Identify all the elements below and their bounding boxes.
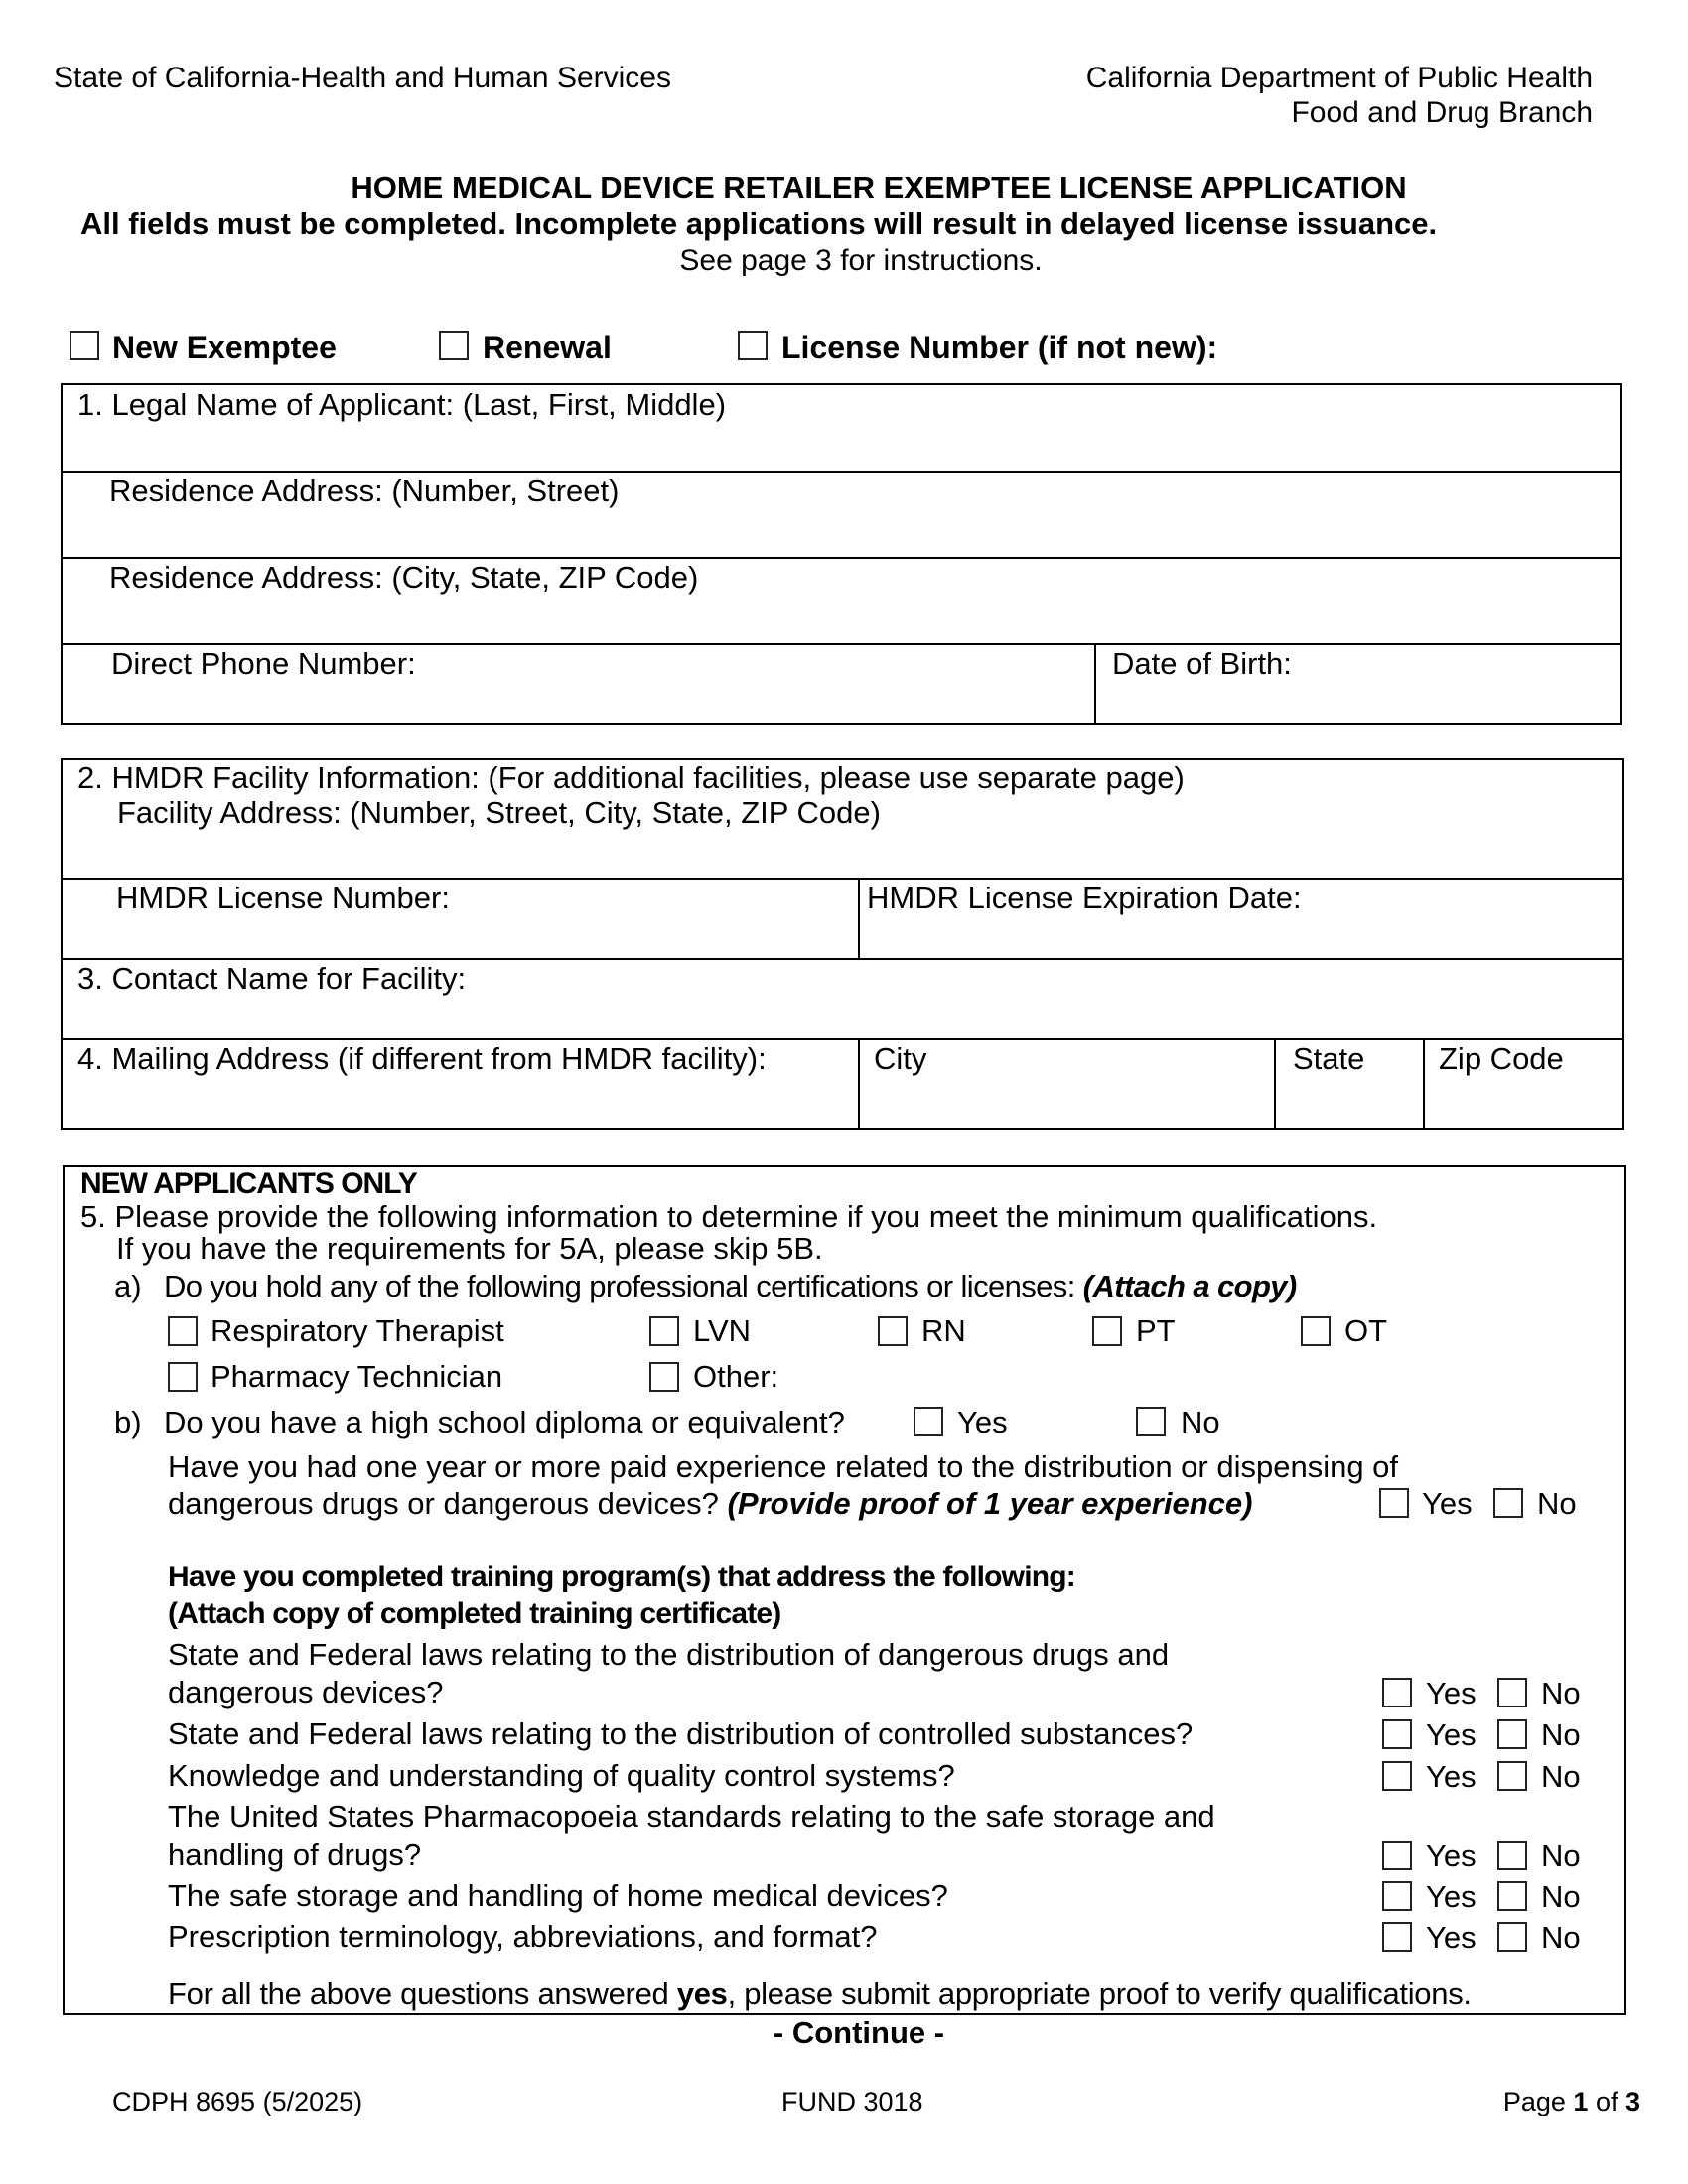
training-q6-yes-checkbox[interactable]: [1382, 1922, 1412, 1952]
training-q4: The United States Pharmacopoeia standards relating to the safe storage and: [168, 1799, 1215, 1834]
ot-label: OT: [1344, 1313, 1388, 1348]
divider: [858, 878, 860, 958]
header-agency: State of California-Health and Human Services: [54, 62, 671, 94]
other-checkbox[interactable]: [649, 1362, 679, 1392]
attach-copy-note: (Attach a copy): [1082, 1269, 1297, 1303]
training-q1-yes-checkbox[interactable]: [1382, 1678, 1412, 1707]
diploma-no-checkbox[interactable]: [1136, 1407, 1166, 1436]
other-label: Other:: [693, 1359, 779, 1394]
diploma-yes-label: Yes: [957, 1405, 1008, 1439]
training-q4-yes-label: Yes: [1426, 1839, 1477, 1873]
divider: [61, 958, 1624, 960]
pharmacy-technician-checkbox[interactable]: [168, 1362, 198, 1392]
divider: [1094, 643, 1096, 725]
question-b-marker: b): [114, 1405, 142, 1439]
header-department: California Department of Public Health: [1085, 62, 1593, 94]
pharmacy-technician-label: Pharmacy Technician: [211, 1359, 503, 1394]
state-label: State: [1293, 1041, 1365, 1076]
divider: [61, 878, 1624, 880]
experience-question-cont: dangerous drugs or dangerous devices? (Provide proof of 1 year experience): [168, 1486, 1253, 1521]
facility-address-label: Facility Address: (Number, Street, City, State, ZIP Code): [117, 795, 881, 830]
rn-label: RN: [921, 1313, 966, 1348]
pt-label: PT: [1136, 1313, 1176, 1348]
mailing-address-label: 4. Mailing Address (if different from HMDR facility):: [77, 1041, 767, 1076]
form-title: HOME MEDICAL DEVICE RETAILER EXEMPTEE LICENSE APPLICATION: [351, 170, 1407, 205]
zip-code-label: Zip Code: [1439, 1041, 1564, 1076]
ot-checkbox[interactable]: [1301, 1316, 1331, 1346]
form-number: CDPH 8695 (5/2025): [112, 2087, 363, 2116]
training-q3-no-checkbox[interactable]: [1497, 1761, 1527, 1791]
city-label: City: [874, 1041, 927, 1076]
renewal-label: Renewal: [483, 330, 612, 365]
page-number: Page 1 of 3: [1502, 2087, 1640, 2116]
section-5-skip-note: If you have the requirements for 5A, please skip 5B.: [116, 1231, 823, 1266]
license-number-checkbox[interactable]: [738, 331, 768, 360]
training-q1-no-checkbox[interactable]: [1497, 1678, 1527, 1707]
training-q1-cont: dangerous devices?: [168, 1675, 444, 1709]
header-branch: Food and Drug Branch: [1291, 96, 1593, 129]
experience-yes-label: Yes: [1422, 1486, 1473, 1521]
training-q2-yes-label: Yes: [1426, 1717, 1477, 1752]
training-q3: Knowledge and understanding of quality control systems?: [168, 1758, 955, 1793]
diploma-question: Do you have a high school diploma or equivalent?: [164, 1405, 845, 1439]
training-q2-no-label: No: [1541, 1717, 1581, 1752]
divider: [858, 1038, 860, 1130]
contact-name-label: 3. Contact Name for Facility:: [77, 961, 467, 996]
training-q5: The safe storage and handling of home medical devices?: [168, 1878, 948, 1913]
question-a-marker: a): [114, 1269, 142, 1303]
renewal-checkbox[interactable]: [439, 331, 469, 360]
training-q2: State and Federal laws relating to the distribution of controlled substances?: [168, 1716, 1194, 1751]
experience-yes-checkbox[interactable]: [1379, 1488, 1409, 1518]
divider: [1423, 1038, 1425, 1130]
phone-label: Direct Phone Number:: [111, 646, 416, 681]
facility-info-label: 2. HMDR Facility Information: (For additional facilities, please use separate page): [77, 760, 1185, 795]
training-q4-no-checkbox[interactable]: [1497, 1841, 1527, 1870]
experience-proof-note: (Provide proof of 1 year experience): [727, 1486, 1253, 1521]
training-q2-yes-checkbox[interactable]: [1382, 1719, 1412, 1749]
hmdr-license-number-label: HMDR License Number:: [116, 881, 450, 915]
qualification-proof-note: For all the above questions answered yes, please submit appropriate proof to verify qualifications.: [168, 1977, 1472, 2011]
training-q6-no-label: No: [1541, 1920, 1581, 1955]
experience-no-label: No: [1537, 1486, 1577, 1521]
training-q2-no-checkbox[interactable]: [1497, 1719, 1527, 1749]
lvn-checkbox[interactable]: [649, 1316, 679, 1346]
hmdr-license-expiration-label: HMDR License Expiration Date:: [867, 881, 1302, 915]
training-q6: Prescription terminology, abbreviations, and format?: [168, 1919, 878, 1954]
new-exemptee-checkbox[interactable]: [70, 331, 99, 360]
section-5-intro: 5. Please provide the following information to determine if you meet the minimum qualifications.: [80, 1199, 1378, 1234]
training-q5-yes-label: Yes: [1426, 1879, 1477, 1914]
training-q5-no-label: No: [1541, 1879, 1581, 1914]
lvn-label: LVN: [693, 1313, 752, 1348]
date-of-birth-label: Date of Birth:: [1112, 646, 1292, 681]
training-q1-no-label: No: [1541, 1676, 1581, 1710]
continue-indicator: - Continue -: [773, 2015, 945, 2050]
pt-checkbox[interactable]: [1092, 1316, 1122, 1346]
divider: [61, 1038, 1624, 1040]
training-q1-yes-label: Yes: [1426, 1676, 1477, 1710]
diploma-no-label: No: [1181, 1405, 1220, 1439]
respiratory-therapist-label: Respiratory Therapist: [211, 1313, 504, 1348]
divider: [61, 557, 1622, 559]
training-q4-cont: handling of drugs?: [168, 1838, 422, 1872]
diploma-yes-checkbox[interactable]: [914, 1407, 943, 1436]
experience-question: Have you had one year or more paid experience related to the distribution or dispensing of: [168, 1449, 1399, 1484]
training-q3-yes-checkbox[interactable]: [1382, 1761, 1412, 1791]
completion-warning: All fields must be completed. Incomplete applications will result in delayed license issuance.: [80, 206, 1438, 241]
training-q5-no-checkbox[interactable]: [1497, 1881, 1527, 1911]
license-number-label: License Number (if not new):: [781, 330, 1218, 365]
residence-city-label: Residence Address: (City, State, ZIP Code): [109, 560, 699, 595]
instructions-note: See page 3 for instructions.: [679, 244, 1043, 277]
legal-name-label: 1. Legal Name of Applicant: (Last, First, Middle): [77, 387, 727, 422]
training-q3-yes-label: Yes: [1426, 1759, 1477, 1794]
residence-street-label: Residence Address: (Number, Street): [109, 474, 620, 508]
training-q4-yes-checkbox[interactable]: [1382, 1841, 1412, 1870]
training-q3-no-label: No: [1541, 1759, 1581, 1794]
new-applicants-heading: NEW APPLICANTS ONLY: [80, 1167, 417, 1200]
training-q1: State and Federal laws relating to the distribution of dangerous drugs and: [168, 1637, 1170, 1672]
respiratory-therapist-checkbox[interactable]: [168, 1316, 198, 1346]
training-q6-no-checkbox[interactable]: [1497, 1922, 1527, 1952]
experience-no-checkbox[interactable]: [1493, 1488, 1523, 1518]
training-q5-yes-checkbox[interactable]: [1382, 1881, 1412, 1911]
rn-checkbox[interactable]: [878, 1316, 908, 1346]
training-q6-yes-label: Yes: [1426, 1920, 1477, 1955]
divider: [61, 643, 1622, 645]
training-heading: Have you completed training program(s) that address the following:: [168, 1561, 1075, 1593]
training-attach-note: (Attach copy of completed training certificate): [168, 1597, 781, 1630]
divider: [1274, 1038, 1276, 1130]
divider: [61, 471, 1622, 473]
training-q4-no-label: No: [1541, 1839, 1581, 1873]
question-a-text: Do you hold any of the following professional certifications or licenses: (Attach a copy): [164, 1269, 1297, 1303]
fund-number: FUND 3018: [781, 2087, 923, 2116]
new-exemptee-label: New Exemptee: [112, 330, 337, 365]
